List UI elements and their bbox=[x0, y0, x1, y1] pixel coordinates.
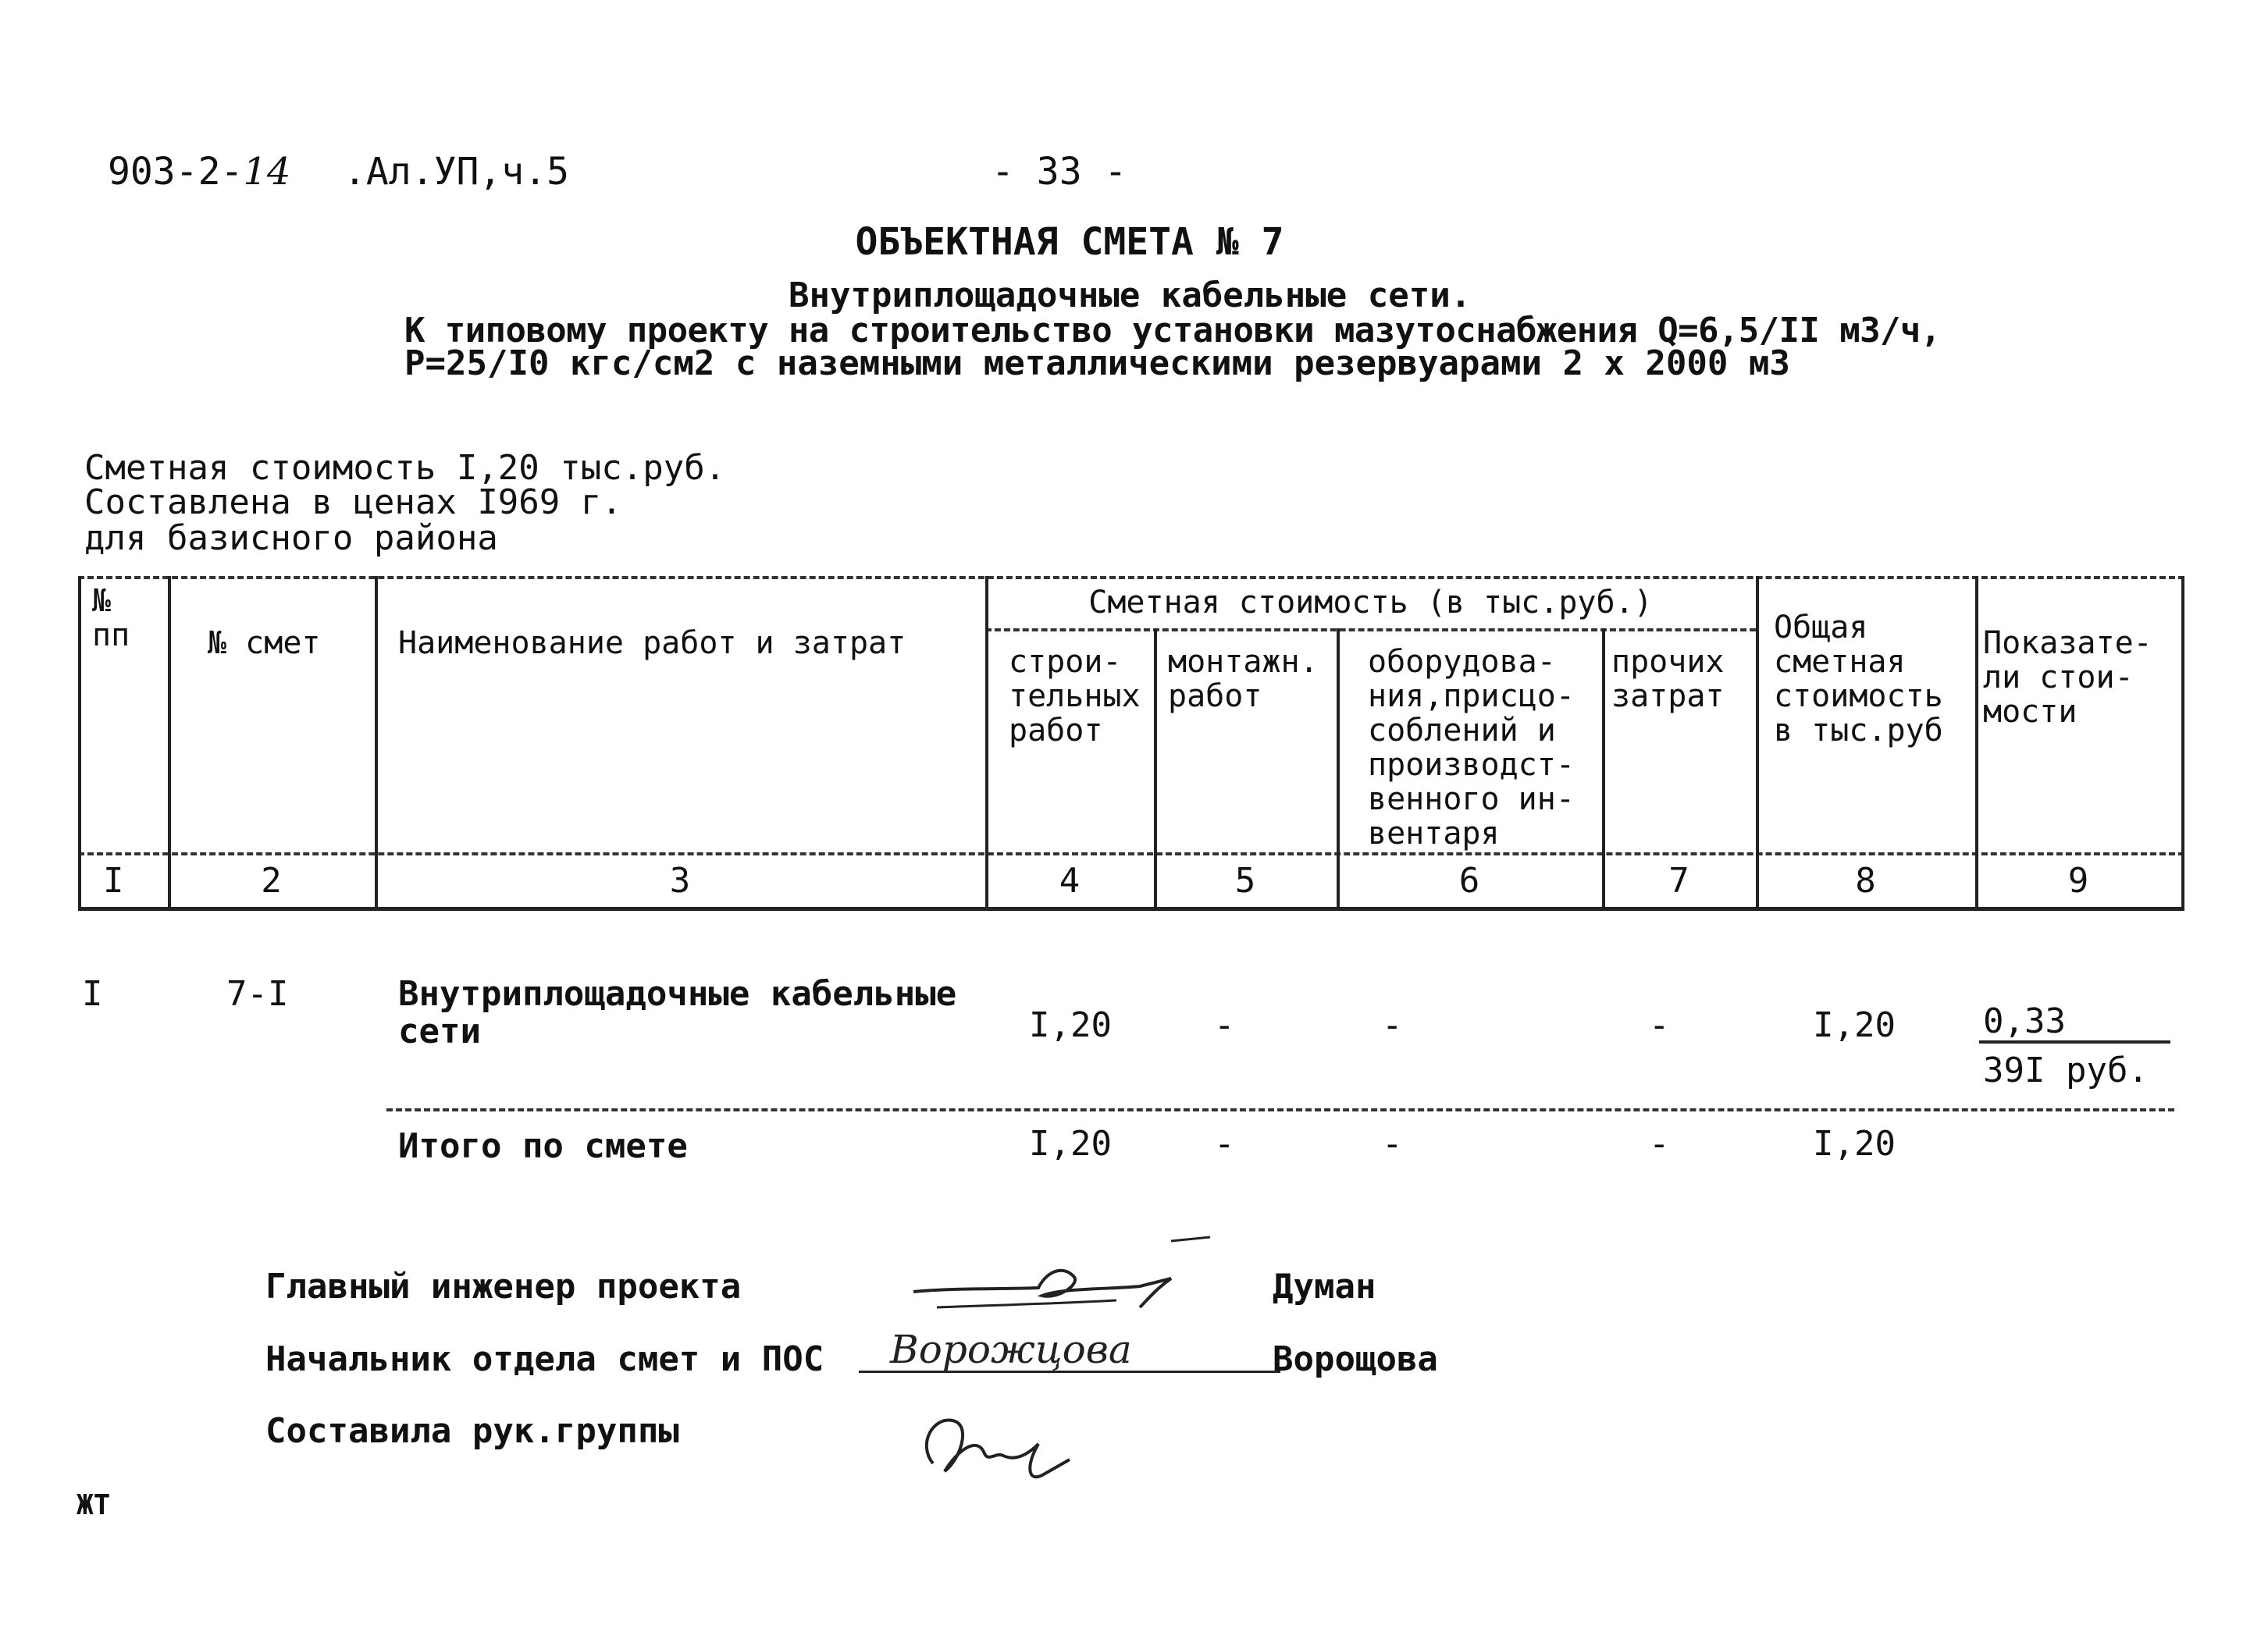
col-divider-8 bbox=[1975, 576, 1978, 909]
estimates-head-name: Ворощова bbox=[1273, 1339, 1438, 1379]
row-indicator-rubles: 39I руб. bbox=[1983, 1051, 2149, 1090]
prices-basis: Составлена в ценах I969 г. bbox=[84, 482, 622, 522]
header-row-number: № пп bbox=[92, 583, 130, 653]
row-other-cost: - bbox=[1649, 1005, 1670, 1045]
column-number: 7 bbox=[1668, 861, 1689, 901]
column-number: 3 bbox=[669, 861, 691, 901]
column-number: 5 bbox=[1234, 861, 1256, 901]
header-total-cost: Общая сметная стоимость в тыс.руб bbox=[1774, 610, 1943, 749]
header-estimate-number: № смет bbox=[208, 625, 321, 661]
page-number: - 33 - bbox=[992, 150, 1127, 194]
header-work-name: Наименование работ и затрат bbox=[398, 625, 906, 661]
row-installation-cost: - bbox=[1214, 1005, 1235, 1045]
header-equipment: оборудова- ния,присцо- соблений и производст- венного ин- вентаря bbox=[1368, 644, 1575, 852]
column-numbers-bottom-border bbox=[78, 907, 2184, 911]
col-divider-2 bbox=[375, 576, 378, 909]
header-other-costs: прочих затрат bbox=[1611, 644, 1725, 714]
column-number: 2 bbox=[261, 861, 282, 901]
compiler-role: Составила рук.группы bbox=[265, 1411, 679, 1451]
header-cost-indicators: Показате- ли стои- мости bbox=[1983, 625, 2152, 730]
total-construction-cost: I,20 bbox=[1029, 1124, 1112, 1164]
col-divider-7 bbox=[1756, 576, 1759, 909]
column-number: 4 bbox=[1059, 861, 1081, 901]
header-installation-works: монтажн. работ bbox=[1168, 644, 1319, 714]
header-bottom-border bbox=[78, 852, 2184, 855]
column-number: 8 bbox=[1855, 861, 1876, 901]
table-top-border bbox=[78, 576, 2184, 579]
signature-underline bbox=[859, 1371, 1280, 1373]
total-other-cost: - bbox=[1649, 1124, 1670, 1164]
column-number: 9 bbox=[2067, 861, 2089, 901]
total-total-cost: I,20 bbox=[1813, 1124, 1896, 1164]
estimate-title: ОБЪЕКТНАЯ СМЕТА № 7 bbox=[855, 220, 1284, 264]
estimates-head-handwriting: Ворожцова bbox=[890, 1327, 1132, 1372]
total-installation-cost: - bbox=[1214, 1124, 1235, 1164]
region-basis: для базисного района bbox=[84, 518, 498, 558]
column-number: 6 bbox=[1458, 861, 1480, 901]
total-label: Итого по смете bbox=[398, 1126, 688, 1166]
row-total-cost: I,20 bbox=[1813, 1005, 1896, 1045]
project-description-line2: Р=25/I0 кгс/см2 с наземными металлическими резервуарами 2 х 2000 м3 bbox=[404, 343, 1790, 383]
document-code: 903-2-14 bbox=[108, 150, 291, 194]
project-description-line1: К типовому проекту на строительство установки мазутоснабжения Q=6,5/II м3/ч, bbox=[404, 311, 1941, 350]
chief-engineer-signature bbox=[906, 1233, 1234, 1319]
chief-engineer-name: Думан bbox=[1273, 1267, 1376, 1307]
col-divider-0 bbox=[78, 576, 81, 909]
row-estimate-number: 7-I bbox=[226, 974, 289, 1014]
header-estimated-cost-group: Сметная стоимость (в тыс.руб.) bbox=[1088, 585, 1653, 621]
indicator-fraction-line bbox=[1979, 1040, 2170, 1044]
row-indicator-value: 0,33 bbox=[1983, 1001, 2066, 1041]
col-divider-1 bbox=[168, 576, 171, 909]
col-divider-9 bbox=[2181, 576, 2184, 909]
estimates-head-role: Начальник отдела смет и ПОС bbox=[265, 1339, 824, 1379]
document-code-handwritten: 14 bbox=[243, 150, 291, 194]
column-number: I bbox=[103, 861, 124, 901]
chief-engineer-role: Главный инженер проекта bbox=[265, 1267, 742, 1307]
total-equipment-cost: - bbox=[1382, 1124, 1403, 1164]
row-equipment-cost: - bbox=[1382, 1005, 1403, 1045]
row-work-name: Внутриплощадочные кабельные сети bbox=[398, 974, 957, 1051]
group-header-underline bbox=[985, 628, 1756, 631]
col-divider-3 bbox=[985, 576, 988, 909]
estimate-subtitle: Внутриплощадочные кабельные сети. bbox=[789, 276, 1472, 315]
total-separator-line bbox=[386, 1108, 2174, 1111]
estimated-cost: Сметная стоимость I,20 тыс.руб. bbox=[84, 448, 726, 488]
header-construction-works: строи- тельных работ bbox=[1009, 644, 1141, 749]
row-construction-cost: I,20 bbox=[1029, 1005, 1112, 1045]
footer-mark: ЖТ bbox=[77, 1489, 111, 1521]
row-number: I bbox=[82, 974, 103, 1014]
album-reference: .Ал.УП,ч.5 bbox=[344, 150, 569, 194]
compiler-signature bbox=[910, 1397, 1081, 1491]
